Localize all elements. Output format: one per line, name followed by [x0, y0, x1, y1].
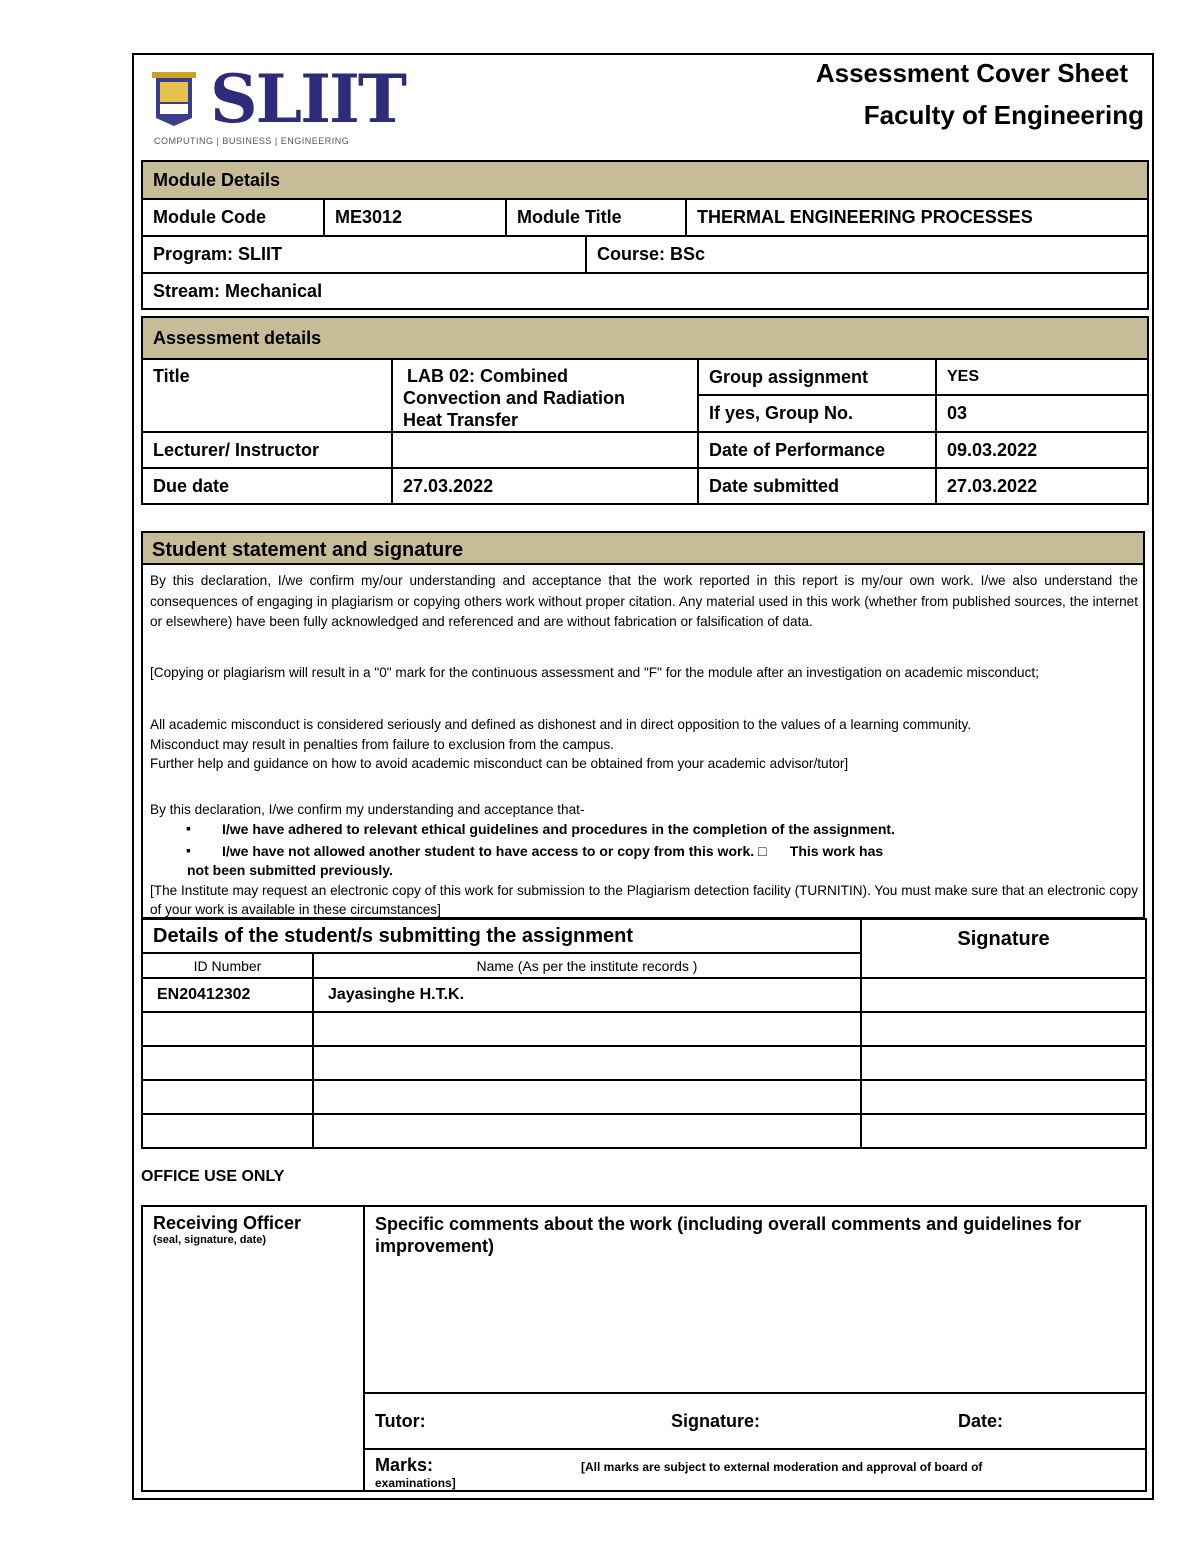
receiving-officer-note: (seal, signature, date) [153, 1234, 267, 1246]
program-field: Program: SLIIT [142, 236, 586, 273]
marks-row [364, 1449, 1146, 1491]
student-name-cell [313, 1046, 861, 1080]
due-date-label: Due date [142, 468, 392, 504]
table-row [142, 1046, 1146, 1080]
id-number-header: ID Number [142, 953, 313, 978]
student-id-cell [142, 1114, 313, 1148]
marks-note: [All marks are subject to external moderation and approval of board of [581, 1460, 983, 1474]
table-row [142, 1080, 1146, 1114]
student-name-cell [313, 1114, 861, 1148]
page-title: Assessment Cover Sheet [815, 58, 1128, 88]
assessment-details-table [141, 316, 1149, 505]
statement-paragraph-4: By this declaration, I/we confirm my understanding and acceptance that- [150, 802, 585, 817]
statement-paragraph-3 [150, 715, 1138, 774]
date-performance-value: 09.03.2022 [936, 432, 1148, 468]
students-section-header: Details of the student/s submitting the assignment [142, 919, 861, 953]
office-use-label: OFFICE USE ONLY [141, 1168, 285, 1185]
tutor-signature-label: Signature: [671, 1411, 761, 1431]
stream-field: Stream: Mechanical [142, 273, 1148, 309]
student-id-cell: EN20412302 [142, 978, 313, 1012]
module-title-label: Module Title [506, 199, 686, 236]
marks-label: Marks: [375, 1455, 434, 1475]
sliit-logo [148, 60, 405, 156]
signature-header: Signature [861, 919, 1146, 978]
office-use-table [141, 1205, 1147, 1492]
date-performance-label: Date of Performance [698, 432, 936, 468]
crest-icon [150, 70, 198, 128]
assessment-title-value [392, 359, 698, 432]
bullet-1-marker: ▪ [186, 820, 191, 836]
statement-paragraph-2: [Copying or plagiarism will result in a "0" mark for the continuous assessment and "F" for the module after an investigation on academic misconduct; [150, 665, 1039, 680]
assessment-title-line-2: Convection and Radiation [403, 388, 626, 408]
table-row [142, 978, 1146, 1012]
receiving-officer-cell [142, 1206, 364, 1491]
assessment-title-line-3: Heat Transfer [403, 410, 519, 430]
student-signature-cell [861, 1046, 1146, 1080]
table-row [142, 1012, 1146, 1046]
student-signature-cell [861, 1114, 1146, 1148]
statement-paragraph-1: By this declaration, I/we confirm my/our understanding and acceptance that the work reported in this report is my/our own work. I/we also understand the consequences of engaging in plagiarism or copying others work without proper citation. Any material used in this work (whether from published sources, the internet or elsewhere) have been fully acknowledged and referenced and are without fabrication or falsification of data. [150, 573, 1138, 629]
statement-paragraph-5: [The Institute may request an electronic copy of this work for submission to the Plagiarism detection facility (TURNITIN). You must make sure that an electronic copy of your work is available in these circumstances] [150, 883, 1138, 917]
bullet-2-continuation: not been submitted previously. [187, 862, 393, 878]
student-signature-cell [861, 1080, 1146, 1114]
group-no-label: If yes, Group No. [698, 395, 936, 432]
statement-header: Student statement and signature [141, 531, 1145, 565]
student-id-cell [142, 1012, 313, 1046]
student-name-cell [313, 1012, 861, 1046]
page-subtitle: Faculty of Engineering [863, 100, 1144, 130]
bullet-2-text: I/we have not allowed another student to have access to or copy from this work. □ This work has [222, 843, 884, 859]
module-title-value: THERMAL ENGINEERING PROCESSES [686, 199, 1148, 236]
tutor-date-label: Date: [958, 1411, 1004, 1431]
assessment-title-label: Title [142, 359, 392, 432]
receiving-officer-label: Receiving Officer [153, 1213, 302, 1233]
logo-subtitle: COMPUTING | BUSINESS | ENGINEERING [154, 136, 350, 146]
lecturer-label: Lecturer/ Instructor [142, 432, 392, 468]
comments-label: Specific comments about the work (including overall comments and guidelines for improvement) [364, 1206, 1146, 1393]
due-date-value: 27.03.2022 [392, 468, 698, 504]
group-assignment-value: YES [936, 359, 1148, 395]
student-id-cell [142, 1046, 313, 1080]
tutor-label: Tutor: [375, 1411, 426, 1431]
student-name-cell: Jayasinghe H.T.K. [313, 978, 861, 1012]
assessment-title-line-1: LAB 02: Combined [407, 366, 569, 386]
name-header: Name (As per the institute records ) [313, 953, 861, 978]
students-table [141, 918, 1147, 1149]
student-name-cell [313, 1080, 861, 1114]
date-submitted-label: Date submitted [698, 468, 936, 504]
statement-paragraph-3-line-2: Misconduct may result in penalties from failure to exclusion from the campus. [150, 736, 614, 752]
bullet-1-text: I/we have adhered to relevant ethical guidelines and procedures in the completion of the assignment. [222, 821, 895, 837]
module-details-table [141, 160, 1149, 310]
course-field: Course: BSc [586, 236, 1148, 273]
table-row [142, 1114, 1146, 1148]
lecturer-value [392, 432, 698, 468]
student-id-cell [142, 1080, 313, 1114]
tutor-row [364, 1393, 1146, 1449]
module-details-header: Module Details [142, 161, 1148, 199]
module-code-value: ME3012 [324, 199, 506, 236]
logo-wordmark: SLIIT [210, 60, 405, 138]
statement-paragraph-3-line-1: All academic misconduct is considered seriously and defined as dishonest and in direct opposition to the values of a learning community. [150, 717, 972, 732]
student-signature-cell [861, 1012, 1146, 1046]
statement-paragraph-3-line-3: Further help and guidance on how to avoid academic misconduct can be obtained from your academic advisor/tutor] [150, 756, 849, 771]
group-assignment-label: Group assignment [698, 359, 936, 395]
marks-note-continuation: examinations] [375, 1476, 456, 1490]
bullet-2-marker: ▪ [186, 842, 191, 858]
date-submitted-value: 27.03.2022 [936, 468, 1148, 504]
module-code-label: Module Code [142, 199, 324, 236]
assessment-details-header: Assessment details [142, 317, 1148, 359]
group-no-value: 03 [936, 395, 1148, 432]
student-signature-cell [861, 978, 1146, 1012]
